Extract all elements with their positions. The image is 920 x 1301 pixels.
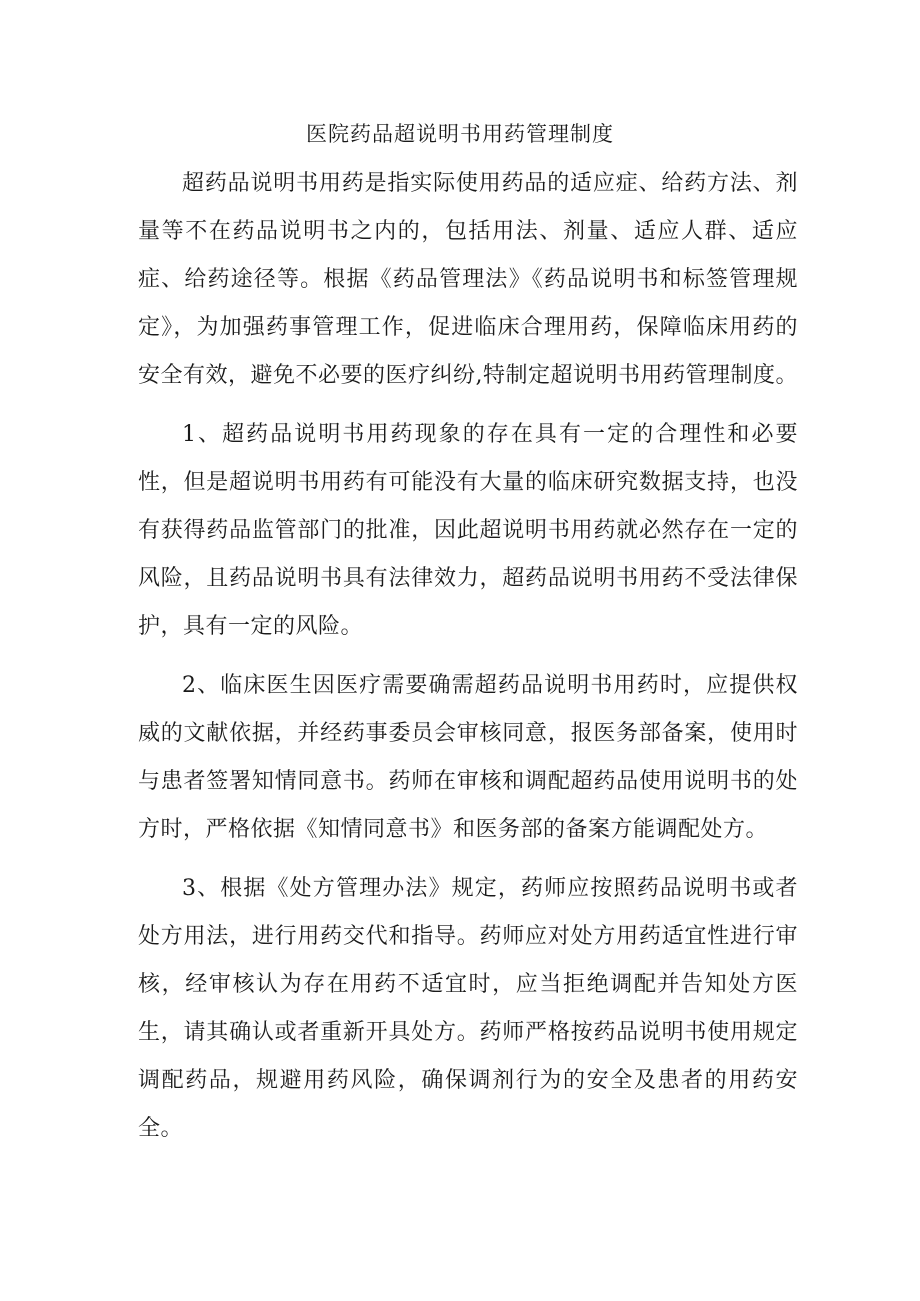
document-body	[138, 160, 798, 1164]
paragraph-item-1: 1、超药品说明书用药现象的存在具有一定的合理性和必要性，但是超说明书用药有可能没有大量的临床研究数据支持，也没有获得药品监管部门的批准，因此超说明书用药就必然存在一定的风险，且药品说明书具有法律效力，超药品说明书用药不受法律保护，具有一定的风险。	[138, 422, 798, 639]
paragraph-item-3: 3、根据《处方管理办法》规定，药师应按照药品说明书或者处方用法，进行用药交代和指导。药师应对处方用药适宜性进行审核，经审核认为存在用药不适宜时，应当拒绝调配并告知处方医生，请其确认或者重新开具处方。药师严格按药品说明书使用规定调配药品，规避用药风险，确保调剂行为的安全及患者的用药安全。	[138, 876, 798, 1141]
document-title: 医院药品超说明书用药管理制度	[306, 122, 614, 146]
paragraph-intro: 超药品说明书用药是指实际使用药品的适应症、给药方法、剂量等不在药品说明书之内的，包括用法、剂量、适应人群、适应症、给药途径等。根据《药品管理法》《药品说明书和标签管理规定》，为加强药事管理工作，促进临床合理用药，保障临床用药的安全有效，避免不必要的医疗纠纷,特制定超说明书用药管理制度。	[138, 171, 798, 388]
paragraph-item-2: 2、临床医生因医疗需要确需超药品说明书用药时，应提供权威的文献依据，并经药事委员会审核同意，报医务部备案，使用时与患者签署知情同意书。药师在审核和调配超药品使用说明书的处方时，严格依据《知情同意书》和医务部的备案方能调配处方。	[138, 673, 798, 842]
